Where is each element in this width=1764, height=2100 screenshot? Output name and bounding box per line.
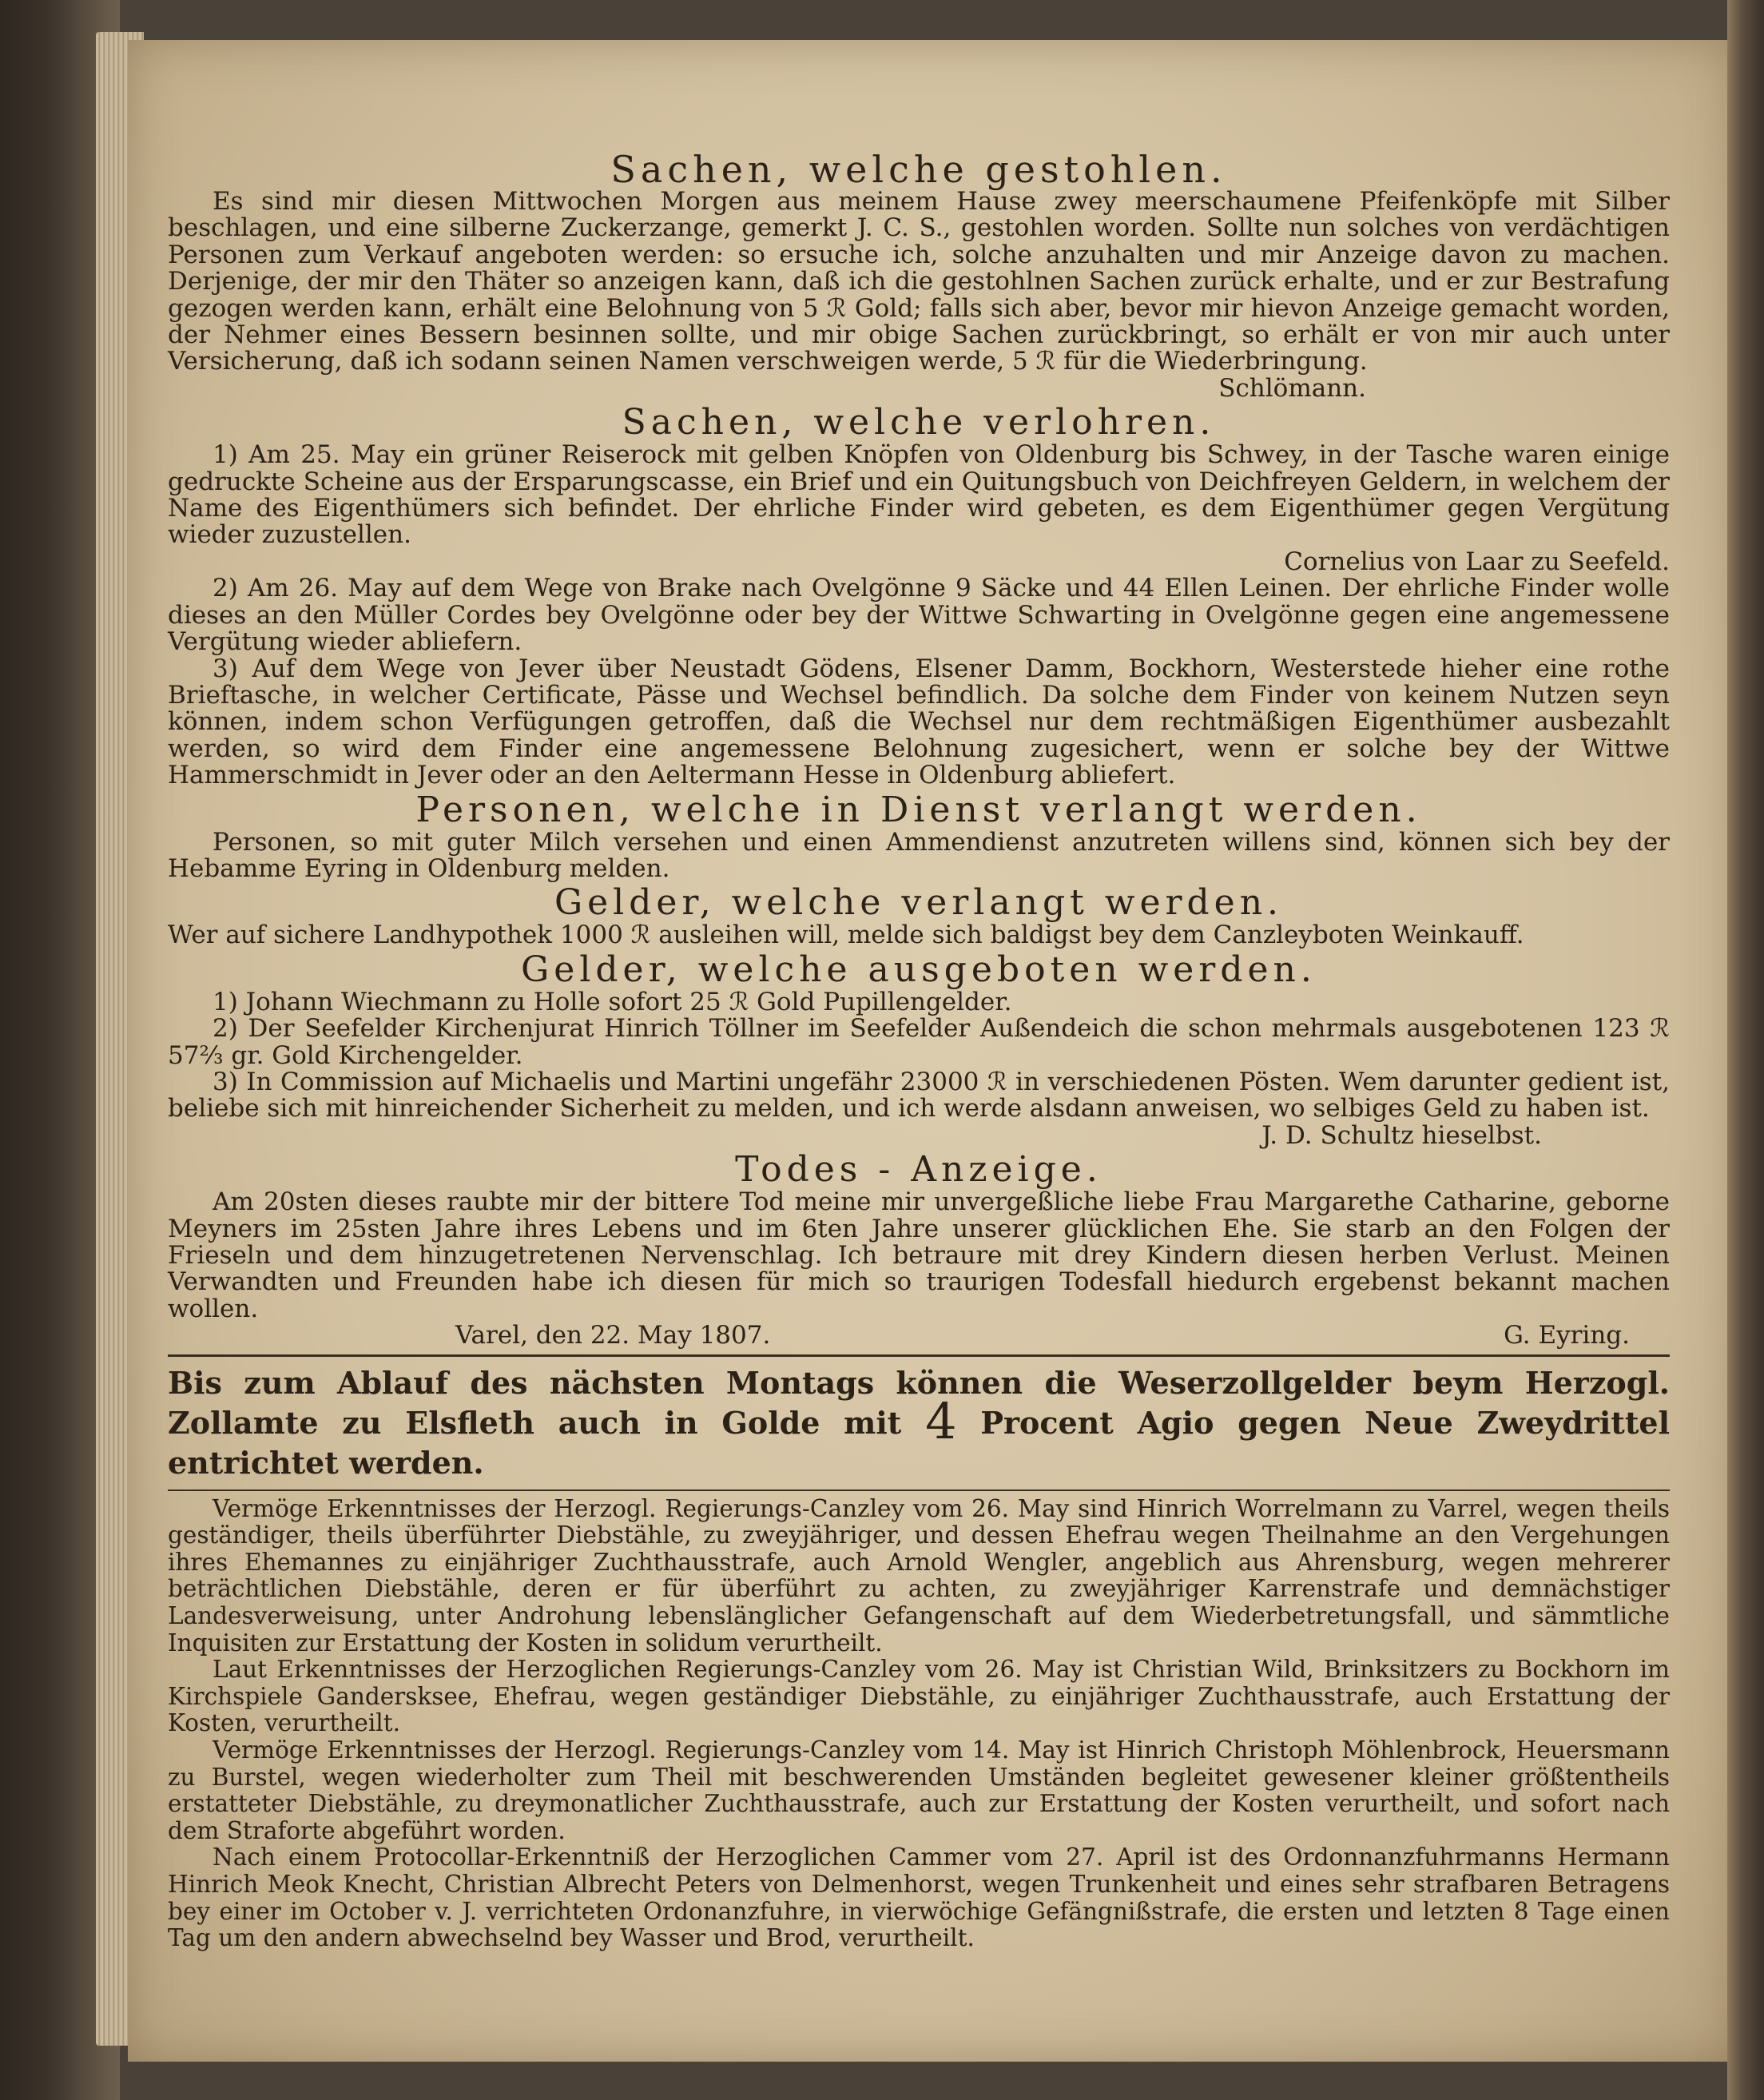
customs-notice-part2: Procent Agio gegen Neue Zweydrittel entrichtet werden. xyxy=(168,1404,1671,1481)
heading-stolen: Sachen, welche gestohlen. xyxy=(610,148,1227,191)
divider-rule xyxy=(168,1354,1670,1357)
customs-notice-number: 4 xyxy=(925,1391,957,1450)
lost-item-2: 2) Am 26. May auf dem Wege von Brake nach Ovelgönne 9 Säcke und 44 Ellen Leinen. Der ehrliche Finder wolle dieses an den Müller Cordes bey Ovelgönne oder bey der Wittwe Schwarting in Ovelgönne gegen eine angemessene Vergütung wieder abliefern. xyxy=(168,574,1670,657)
lost-item-3: 3) Auf dem Wege von Jever über Neustadt Gödens, Elsener Damm, Bockhorn, Westerstede hieher eine rothe Brieftasche, in welcher Certificate, Pässe und Wechsel befindlich. Da solche dem Finder von keinem Nutzen seyn können, indem schon Verfügungen getroffen, daß die Wechsel nur dem rechtmäßigen Eigenthümer ausbezahlt werden, so wird dem Finder eine angemessene Belohnung zugesichert, wenn er solche bey der Wittwe Hammerschmidt in Jever oder an den Aeltermann Hesse in Oldenburg abliefert. xyxy=(168,654,1670,790)
death-signature: G. Eyring. xyxy=(1504,1321,1630,1350)
service-text: Personen, so mit guter Milch versehen und einen Ammendienst anzutreten willens sind, können sich bey der Hebamme Eyring in Oldenburg melden. xyxy=(168,827,1670,883)
judgment-3: Vermöge Erkenntnisses der Herzogl. Regierungs-Canzley vom 14. May ist Hinrich Christoph Möhlenbrock, Heuersmann zu Burstel, wegen wiederholter zum Theil mit beschwerenden Umständen begleitet gewesener kleiner größtentheils erstatteter Diebstähle, zu dreymonatlicher Zuchthausstrafe, auch zur Erstattung der Kosten verurtheilt, und sofort nach dem Straforte abgeführt worden. xyxy=(168,1736,1670,1844)
judgment-2: Laut Erkenntnisses der Herzoglichen Regierungs-Canzley vom 26. May ist Christian Wild, Brinksitzers zu Bockhorn im Kirchspiele Gandersksee, Ehefrau, wegen geständiger Diebstähle, zu einjähriger Zuchthausstrafe, auch Erstattung der Kosten, verurtheilt. xyxy=(168,1656,1670,1737)
stolen-text: Es sind mir diesen Mittwochen Morgen aus meinem Hause zwey meerschaumene Pfeifenköpfe mit Silber beschlagen, und eine silberne Zuckerzange, gemerkt J. C. S., gestohlen worden. Sollte nun solches von verdächtigen Personen zum Verkauf angeboten werden: so ersuche ich, solche anzuhalten und mir Anzeige davon zu machen. Derjenige, der mir den Thäter so anzeigen kann, daß ich die gestohlnen Sachen zurück erhalte, und er zur Bestrafung gezogen werden kann, erhält eine Belohnung von 5 ℛ Gold; falls sich aber, bevor mir hievon Anzeige gemacht worden, der Nehmer eines Bessern besinnen sollte, und mir obige Sachen zurückbringt, so erhält er von mir auch unter Versicherung, daß ich sodann seinen Namen verschweigen werde, 5 ℛ für die Wiederbringung. xyxy=(168,187,1670,376)
heading-lost: Sachen, welche verlohren. xyxy=(622,402,1216,443)
death-signature-row xyxy=(168,1322,1670,1349)
judgment-4: Nach einem Protocollar-Erkenntniß der Herzoglichen Cammer vom 27. April ist des Ordonnanzfuhrmanns Hermann Hinrich Meok Knecht, Christian Albrecht Peters von Delmenhorst, wegen Trunkenheit und eines sehr strafbaren Betragens bey einer im October v. J. verrichteten Ordonanzfuhre, in vierwöchige Gefängnißstrafe, die ersten und letzten 8 Tage einen Tag um den andern abwechselnd bey Wasser und Brod, verurtheilt. xyxy=(168,1843,1670,1952)
money-offered-signature: J. D. Schultz hieselbst. xyxy=(1261,1120,1542,1150)
heading-money-wanted: Gelder, welche verlangt werden. xyxy=(554,882,1284,924)
lost-item-1: 1) Am 25. May ein grüner Reiserock mit gelben Knöpfen von Oldenburg bis Schwey, in der Tasche waren einige gedruckte Scheine aus der Ersparungscasse, ein Brief und ein Quitungsbuch von Deichfreyen Geldern, in welchem der Name des Eigenthümers sich befindet. Der ehrliche Finder wird gebeten, es dem Eigenthümer gegen Vergütung wieder zuzustellen. xyxy=(168,440,1670,550)
money-offered-item-1: 1) Johann Wiechmann zu Holle sofort 25 ℛ Gold Pupillengelder. xyxy=(213,987,1012,1016)
stolen-signature: Schlömann. xyxy=(1218,373,1366,403)
death-text: Am 20sten dieses raubte mir der bittere Tod meine mir unvergeßliche liebe Frau Margarethe Catharine, geborne Meyners im 25sten Jahre ihres Lebens und im 6ten Jahre unserer glücklichen Ehe. Sie starb an den Folgen der Frieseln und dem hinzugetretenen Nervenschlag. Ich betraure mit drey Kindern diesen herben Verlust. Meinen Verwandten und Freunden habe ich diesen für mich so traurigen Todesfall hiedurch ergebenst bekannt machen wollen. xyxy=(168,1187,1670,1323)
heading-money-offered: Gelder, welche ausgeboten werden. xyxy=(521,949,1317,990)
heading-death: Todes - Anzeige. xyxy=(735,1149,1102,1191)
money-offered-signature-row xyxy=(168,1120,1670,1150)
judgment-1: Vermöge Erkenntnisses der Herzogl. Regierungs-Canzley vom 26. May sind Hinrich Worrelmann zu Varrel, wegen theils geständiger, theils überführter Diebstähle, zu zweyjähriger, und dessen Ehefrau wegen Theilnahme an den Vergehungen ihres Ehemannes zu einjähriger Zuchthausstrafe, auch Arnold Wengler, angeblich aus Ahrensburg, wegen mehrerer beträchtlichen Diebstähle, deren er für überführt zu achten, zu zweyjähriger Karrenstrafe und demnächstiger Landesverweisung, unter Androhung lebenslänglicher Gefangenschaft auf dem Wiederbetretungsfall, und sämmtliche Inquisiten zur Erstattung der Kosten in solidum verurtheilt. xyxy=(168,1494,1670,1657)
lost-item-1-signature-row xyxy=(168,549,1670,575)
facing-page-edge xyxy=(1727,0,1764,2100)
money-offered-item-3: 3) In Commission auf Michaelis und Martini ungefähr 23000 ℛ in verschiedenen Pösten. Wem darunter gedient ist, beliebe sich mit hinreichender Sicherheit zu melden, und ich werde alsdann anweisen, wo selbiges Geld zu haben ist. xyxy=(168,1067,1670,1124)
customs-notice xyxy=(168,1363,1670,1483)
money-offered-item-2: 2) Der Seefelder Kirchenjurat Hinrich Töllner im Seefelder Außendeich die schon mehrmals ausgebotenen 123 ℛ 57⅔ gr. Gold Kirchengelder. xyxy=(168,1014,1670,1070)
lost-item-1-signature: Cornelius von Laar zu Seefeld. xyxy=(1284,547,1670,576)
page-text xyxy=(168,148,1671,1952)
divider-rule-thin xyxy=(168,1489,1670,1491)
death-place-date: Varel, den 22. May 1807. xyxy=(455,1321,771,1350)
customs-notice-part1: Bis zum Ablauf des nächsten Montags können die Weserzollgelder beym Herzogl. Zollamte zu Elsfleth auch in Golde mit xyxy=(168,1364,1670,1441)
heading-service: Personen, welche in Dienst verlangt werden. xyxy=(415,789,1422,830)
stolen-signature-row xyxy=(168,373,1670,403)
money-wanted-text: Wer auf sichere Landhypothek 1000 ℛ ausleihen will, melde sich baldigst bey dem Canzleyboten Weinkauff. xyxy=(168,921,1524,950)
